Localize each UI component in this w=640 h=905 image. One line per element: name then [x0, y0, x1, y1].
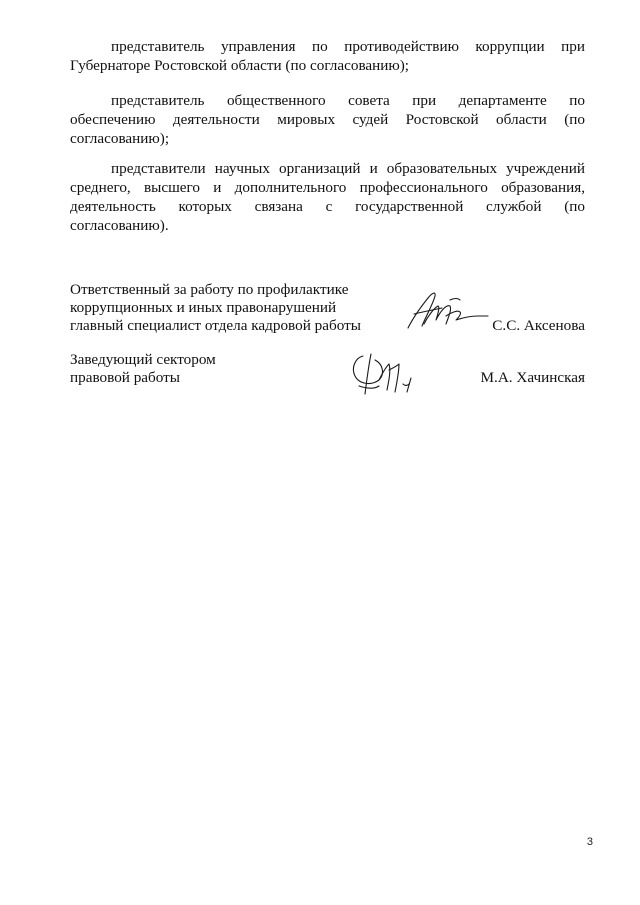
paragraph-line: обеспечению деятельности мировых судей Ростовской области (по [70, 111, 585, 128]
signatory-position-line: Заведующий сектором [70, 351, 216, 368]
paragraph-line: представители научных организаций и образовательных учреждений [111, 160, 585, 177]
paragraph-line: Губернаторе Ростовской области (по согласованию); [70, 57, 410, 74]
paragraph-line: представитель управления по противодействию коррупции при [111, 38, 585, 55]
paragraph-line: среднего, высшего и дополнительного профессионального образования, [70, 179, 585, 196]
paragraph-line: согласованию); [70, 130, 170, 147]
page-number: 3 [586, 836, 593, 848]
signatory-position-line: главный специалист отдела кадровой работы [70, 317, 361, 334]
signatory-position-line: правовой работы [70, 369, 181, 386]
signatory-name: С.С. Аксенова [492, 317, 585, 334]
handwritten-signature-1 [402, 286, 490, 334]
paragraph-2 [70, 91, 585, 148]
signatory-name: М.А. Хачинская [480, 369, 585, 386]
paragraph-line: представитель общественного совета при департаменте по [111, 92, 585, 109]
paragraph-line: согласованию). [70, 217, 169, 234]
signatory-position-line: Ответственный за работу по профилактике [70, 281, 349, 298]
signatory-position-line: коррупционных и иных правонарушений [70, 299, 337, 316]
paragraph-3 [70, 159, 585, 235]
paragraph-1 [70, 37, 585, 75]
paragraph-line: деятельность которых связана с государственной службой (по [70, 198, 585, 215]
handwritten-signature-2 [345, 350, 425, 402]
